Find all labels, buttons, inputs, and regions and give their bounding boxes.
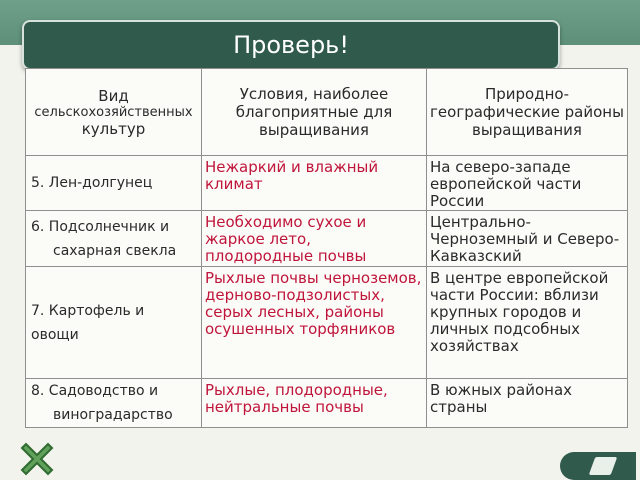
crop-name-cont: сахарная свекла [53,242,177,259]
crop-name: 7. Картофель и [31,302,145,319]
crop-name: 6. Подсолнечник и [31,218,170,235]
regions-cell: В южных районах страны [427,379,628,428]
conditions-cell: Необходимо сухое и жаркое лето, плодородные почвы [202,211,427,267]
crop-cell [26,156,202,211]
table-row [26,379,628,428]
crop-cell [26,211,202,267]
header-crop-line1: Вид [98,86,129,105]
crop-cell [26,379,202,428]
header-crop-type [26,69,202,156]
table-row [26,211,628,267]
conditions-cell: Рыхлые, плодородные, нейтральные почвы [202,379,427,428]
crop-cell [26,267,202,379]
title-banner [22,20,560,70]
crop-name-cont: виноградарство [53,407,173,423]
crops-table [25,68,628,428]
page-title: Проверь! [233,31,349,59]
header-crop-line2: сельскохозяйственных [34,104,193,120]
header-regions: Природно-географические районы выращивания [427,69,628,156]
regions-cell: В центре европейской части России: вблизи крупных городов и личных подсобных хозяйствах [427,267,628,379]
crop-name: 8. Садоводство и [31,383,159,399]
table-row [26,156,628,211]
close-icon[interactable] [16,438,58,480]
crop-name-cont: овощи [31,326,79,343]
conditions-cell: Рыхлые почвы черноземов, дерново-подзолистых, серых лесных, районы осушенных торфяников [202,267,427,379]
conditions-cell: Нежаркий и влажный климат [202,156,427,211]
header-crop-line3: культур [81,119,146,138]
regions-cell: Центрально-Черноземный и Северо-Кавказский [427,211,628,267]
crop-name: 5. Лен-долгунец [31,175,153,191]
regions-cell: На северо-западе европейской части России [427,156,628,211]
header-conditions: Условия, наиболее благоприятные для выращивания [202,69,427,156]
table-row [26,267,628,379]
table-header-row [26,69,628,156]
